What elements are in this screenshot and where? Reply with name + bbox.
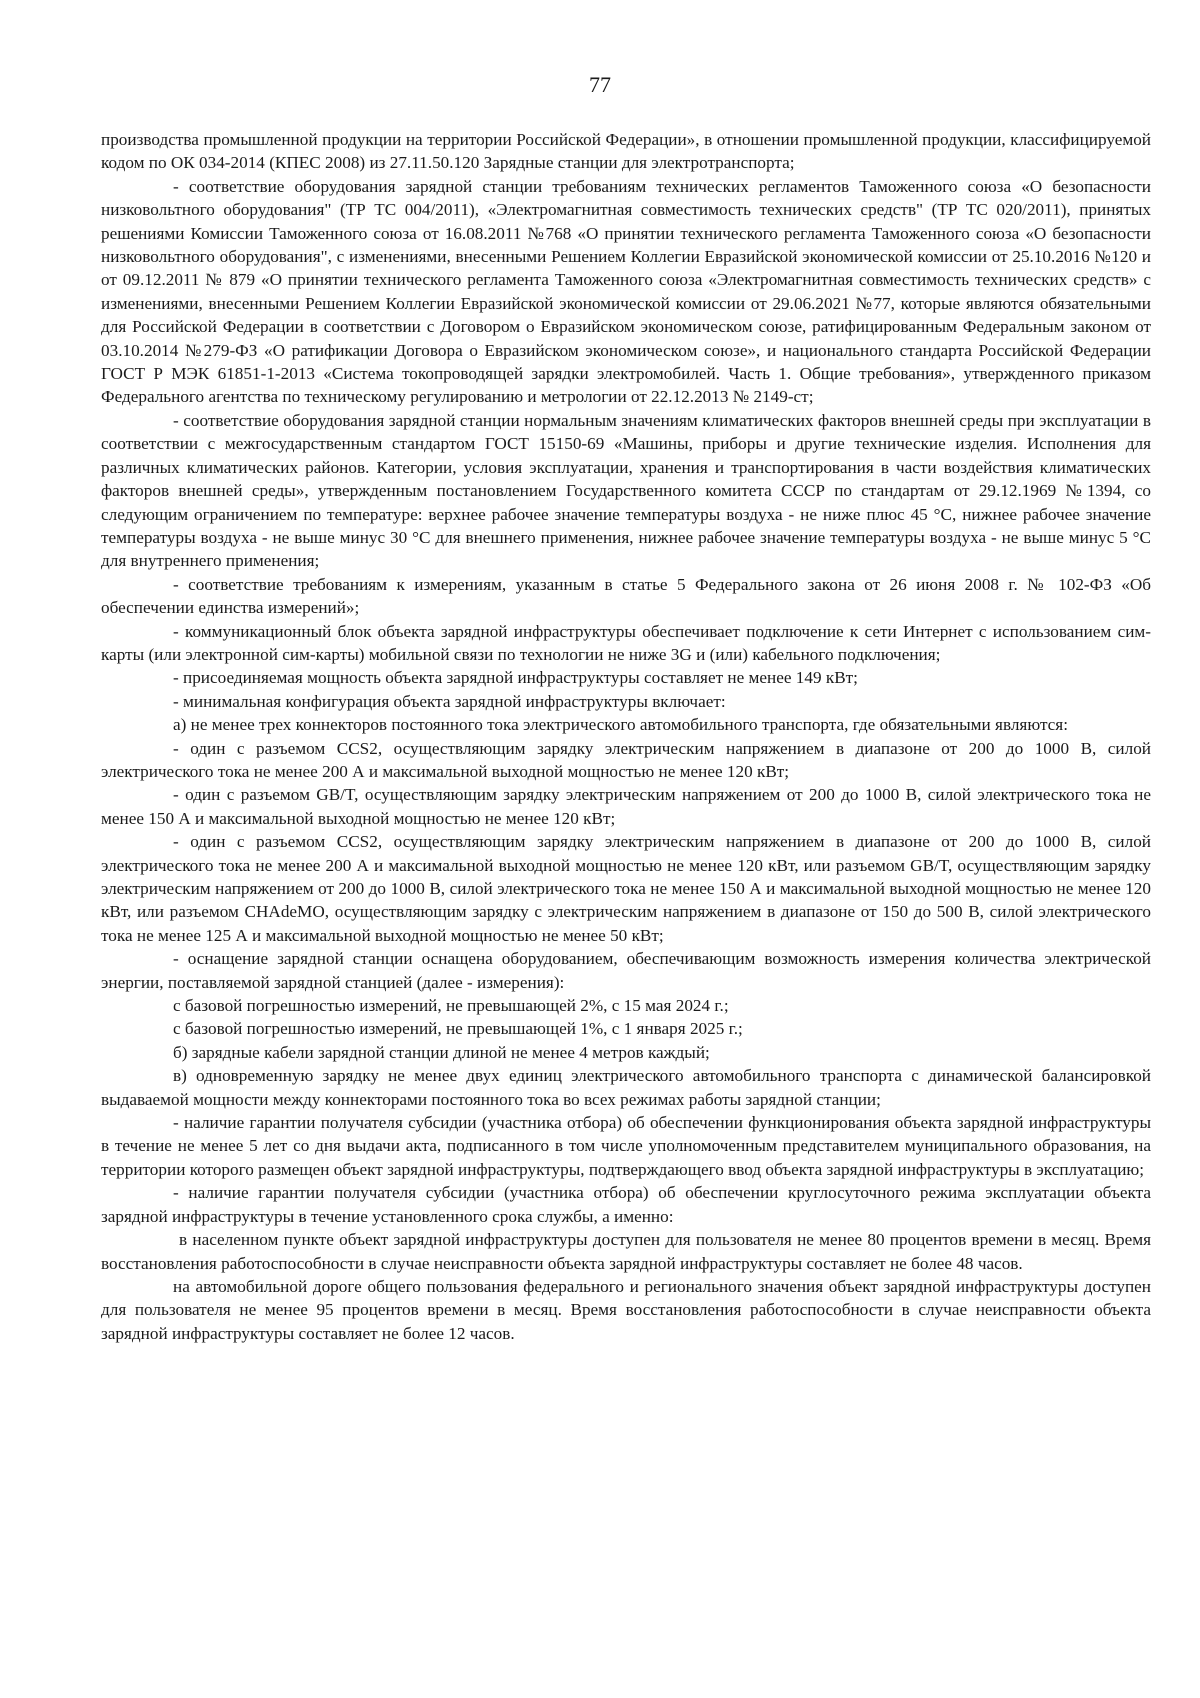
paragraph-highway-availability: на автомобильной дороге общего пользования федерального и регионального значения объект зарядной инфраструктуры доступен для пользователя не менее 95 процентов времени в месяц. Время восстановления работоспособности в случае неисправности объекта зарядной инфраструктуры составляет не более 12 часов. [101, 1276, 1151, 1343]
paragraph-error-1-percent: с базовой погрешностью измерений, не превышающей 1%, с 1 января 2025 г.; [173, 1019, 743, 1039]
paragraph-minimum-configuration: - минимальная конфигурация объекта зарядной инфраструктуры включает: [173, 691, 726, 711]
paragraph-operation-guarantee: - наличие гарантии получателя субсидии (участника отбора) об обеспечении функционирования объекта зарядной инфраструктуры в течение не менее 5 лет со дня выдачи акта, подписанного в том числе уполномоченным представителем муниципального образования, на территории которого размещен объект зарядной инфраструктуры, подтверждающего ввод объекта зарядной инфраструктуры в эксплуатацию; [101, 1113, 1151, 1179]
paragraph-tr-ts-compliance: - соответствие оборудования зарядной станции требованиям технических регламентов Таможенного союза «О безопасности низковольтного оборудования" (ТР ТС 004/2011), «Электромагнитная совместимость технических средств" (ТР ТС 020/2011), принятых решениями Комиссии Таможенного союза от 16.08.2011 №768 «О принятии технического регламента Таможенного союза «О безопасности низковольтного оборудования", с изменениями, внесенными Решением Коллегии Евразийской экономической комиссии от 25.10.2016 №120 и от 09.12.2011 № 879 «О принятии технического регламента Таможенного союза «Электромагнитная совместимость технических средств» с изменениями, внесенными Решением Коллегии Евразийской экономической комиссии от 29.06.2021 №77, которые являются обязательными для Российской Федерации в соответствии с Договором о Евразийском экономическом союзе, ратифицированным Федеральным законом от 03.10.2014 №279-ФЗ «О ратификации Договора о Евразийском экономическом союзе», и национального стандарта Российской Федерации ГОСТ Р МЭК 61851-1-2013 «Система токопроводящей зарядки электромобилей. Часть 1. Общие требования», утвержденного приказом Федерального агентства по техническому регулированию и метрологии от 22.12.2013 № 2149-ст; [101, 176, 1151, 407]
paragraph-simultaneous-charging-c: в) одновременную зарядку не менее двух единиц электрического автомобильного транспорта с динамической балансировкой выдаваемой мощности между коннекторами постоянного тока во всех режимах работы зарядной станции; [101, 1066, 1151, 1109]
paragraph-connector-ccs2: - один с разъемом CCS2, осуществляющим зарядку электрическим напряжением в диапазоне от 200 до 1000 В, силой электрического тока не менее 200 А и максимальной выходной мощностью не менее 120 кВт; [101, 738, 1151, 781]
paragraph-connector-gbt: - один с разъемом GB/T, осуществляющим зарядку электрическим напряжением от 200 до 1000 В, силой электрического тока не менее 150 А и максимальной выходной мощностью не менее 120 кВт; [101, 785, 1151, 828]
paragraph-metering-equipment: - оснащение зарядной станции оснащена оборудованием, обеспечивающим возможность измерения количества электрической энергии, поставляемой зарядной станцией (далее - измерения): [101, 949, 1151, 992]
paragraph-connected-power: - присоединяемая мощность объекта зарядной инфраструктуры составляет не менее 149 кВт; [173, 668, 858, 688]
document-body [101, 128, 1151, 1345]
paragraph-cables-b: б) зарядные кабели зарядной станции длиной не менее 4 метров каждый; [173, 1042, 710, 1062]
page-number: 77 [589, 72, 611, 97]
paragraph-connector-optional: - один с разъемом CCS2, осуществляющим зарядку электрическим напряжением в диапазоне от 200 до 1000 В, силой электрического тока не менее 200 А и максимальной выходной мощностью не менее 120 кВт, или разъемом GB/T, осуществляющим зарядку электрическим напряжением от 200 до 1000 В, силой электрического тока не менее 150 А и максимальной выходной мощностью не менее 120 кВт, или разъемом CHAdeMO, осуществляющим зарядку с электрическим напряжением в диапазоне от 150 до 500 В, силой электрического тока не менее 125 А и максимальной выходной мощностью не менее 50 кВт; [101, 832, 1151, 945]
paragraph-error-2-percent: с базовой погрешностью измерений, не превышающей 2%, с 15 мая 2024 г.; [173, 996, 729, 1016]
paragraph-communication-block: - коммуникационный блок объекта зарядной инфраструктуры обеспечивает подключение к сети Интернет с использованием сим-карты (или электронной сим-карты) мобильной связи по технологии не ниже 3G и (или) кабельного подключения; [101, 621, 1151, 664]
paragraph-intro-continuation: производства промышленной продукции на территории Российской Федерации», в отношении промышленной продукции, классифицируемой кодом по ОК 034-2014 (КПЕС 2008) из 27.11.50.120 Зарядные станции для электротранспорта; [101, 130, 1151, 173]
paragraph-measurement-requirements: - соответствие требованиям к измерениям, указанным в статье 5 Федерального закона от 26 июня 2008 г. № 102-ФЗ «Об обеспечении единства измерений»; [101, 574, 1151, 618]
paragraph-round-the-clock-guarantee: - наличие гарантии получателя субсидии (участника отбора) об обеспечении круглосуточного режима эксплуатации объекта зарядной инфраструктуры в течение установленного срока службы, а именно: [101, 1183, 1151, 1226]
paragraph-connectors-a: а) не менее трех коннекторов постоянного тока электрического автомобильного транспорта, где обязательными являются: [173, 715, 1068, 735]
paragraph-climate-compliance: - соответствие оборудования зарядной станции нормальным значениям климатических факторов внешней среды при эксплуатации в соответствии с межгосударственным стандартом ГОСТ 15150-69 «Машины, приборы и другие технические изделия. Исполнения для различных климатических районов. Категории, условия эксплуатации, хранения и транспортирования в части воздействия климатических факторов внешней среды», утвержденным постановлением Государственного комитета СССР по стандартам от 29.12.1969 №1394, со следующим ограничением по температуре: верхнее рабочее значение температуры воздуха - не ниже плюс 45 °С, нижнее рабочее значение температуры воздуха - не выше минус 30 °С для внешнего применения, нижнее рабочее значение температуры воздуха - не выше минус 5 °С для внутреннего применения; [101, 410, 1151, 571]
paragraph-settlement-availability: в населенном пункте объект зарядной инфраструктуры доступен для пользователя не менее 80 процентов времени в месяц. Время восстановления работоспособности в случае неисправности объекта зарядной инфраструктуры составляет не более 48 часов. [101, 1230, 1151, 1273]
